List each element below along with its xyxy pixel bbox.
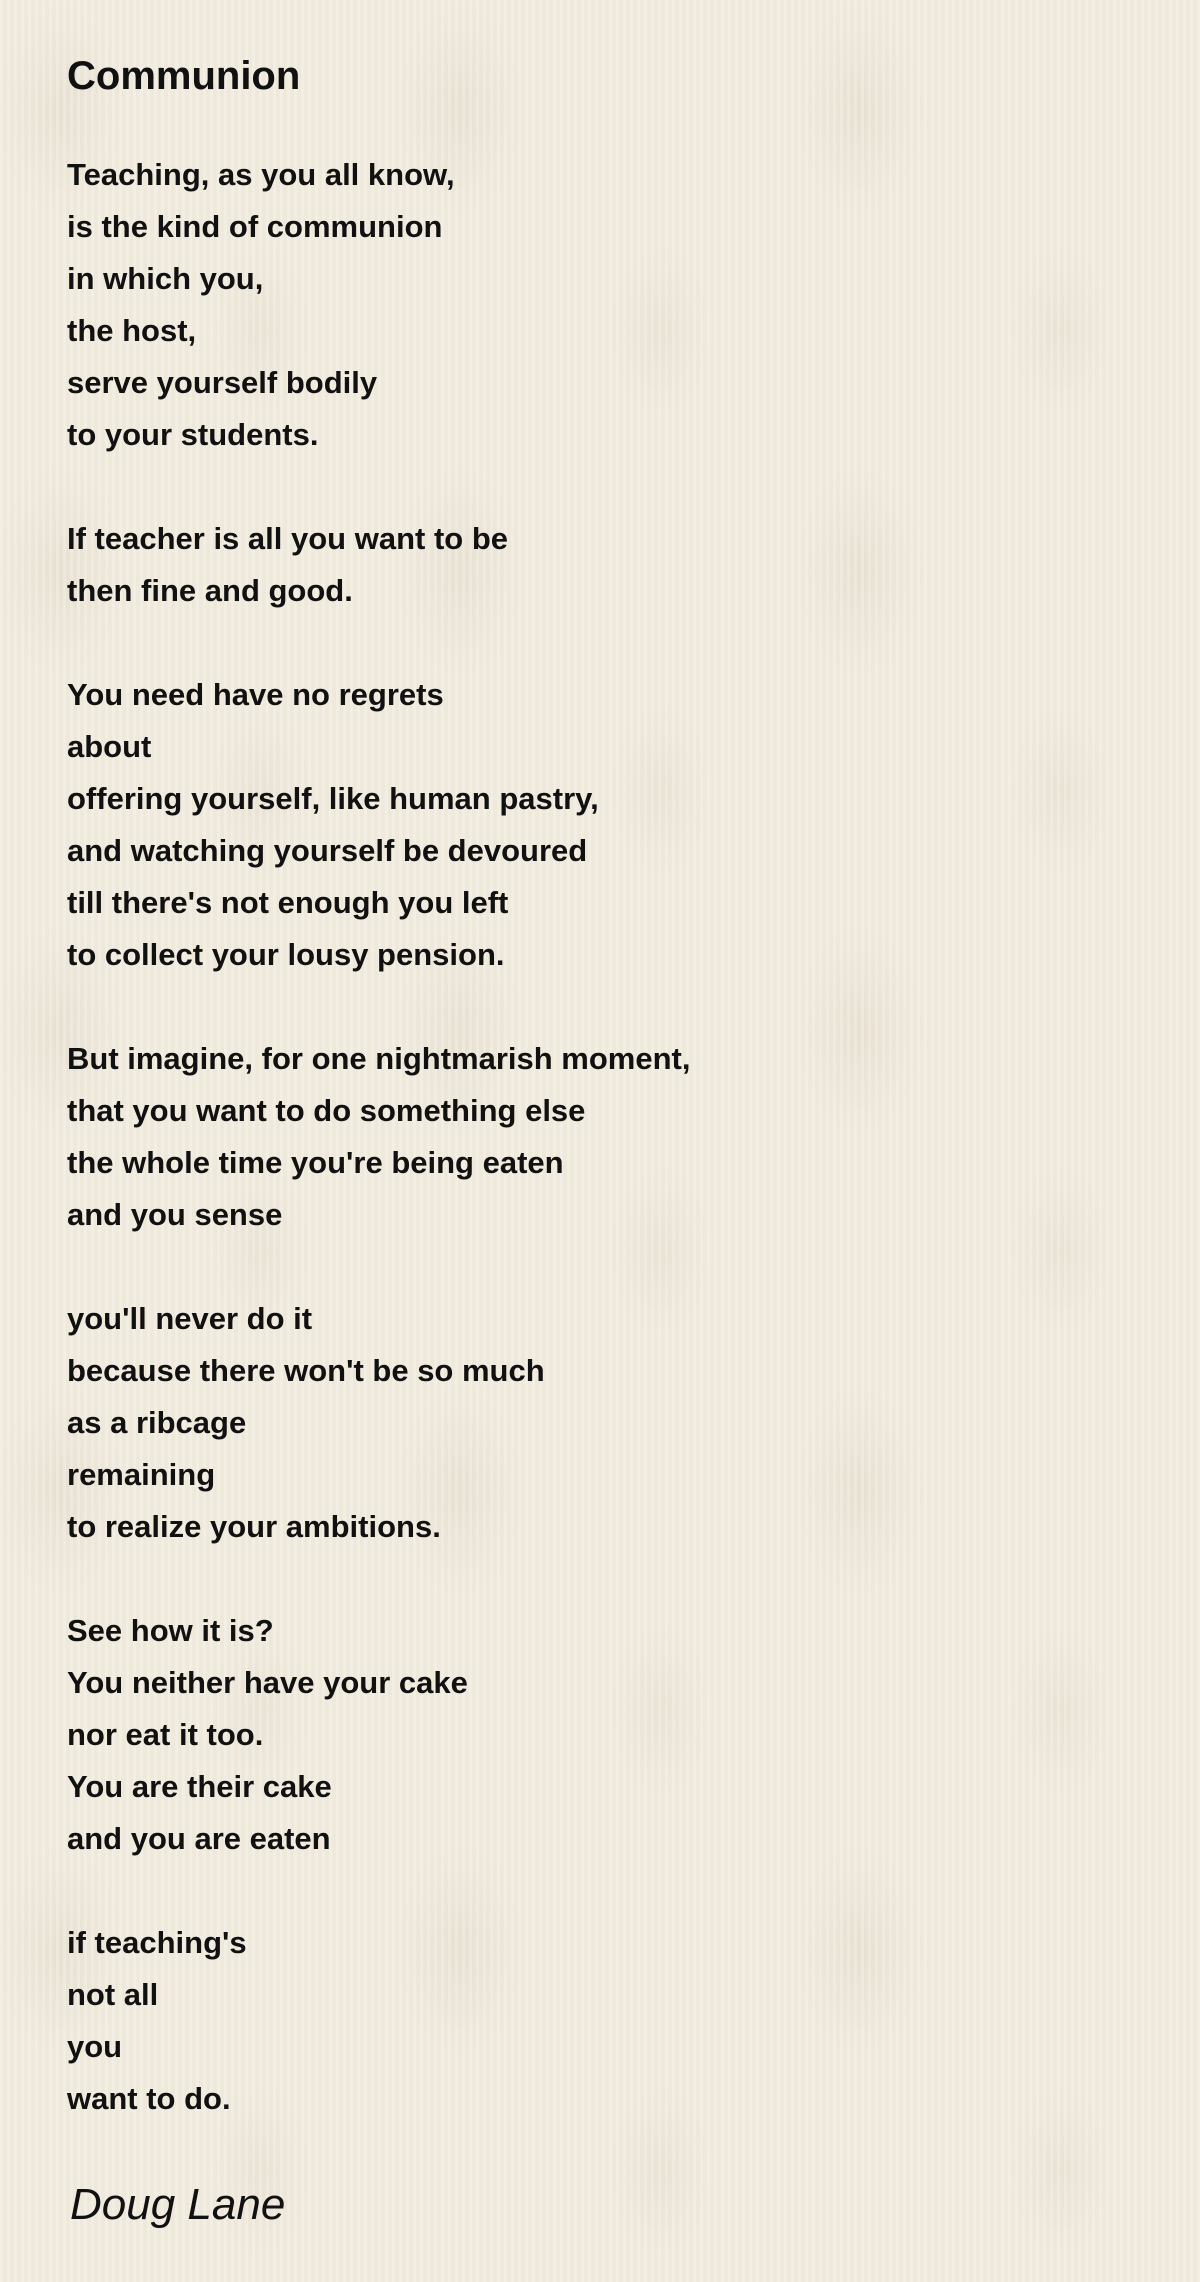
- poem-line: want to do.: [67, 2081, 231, 2116]
- poem-line: you'll never do it: [67, 1301, 313, 1336]
- poem-line: is the kind of communion: [67, 209, 443, 244]
- stanza: [67, 1917, 1127, 2125]
- poem-line: to realize your ambitions.: [67, 1509, 441, 1544]
- stanza: [67, 1605, 1127, 1865]
- poem-line: you: [67, 2029, 123, 2064]
- poem-line: because there won't be so much: [67, 1353, 545, 1388]
- stanza: [67, 669, 1127, 981]
- poem-line: not all: [67, 1977, 159, 2012]
- poem-line: the host,: [67, 313, 197, 348]
- poem-line: and you are eaten: [67, 1821, 331, 1856]
- poem-line: to your students.: [67, 417, 319, 452]
- stanza: [67, 1033, 1127, 1241]
- poem-line: offering yourself, like human pastry,: [67, 781, 599, 816]
- poem-line: about: [67, 729, 152, 764]
- poem-line: and watching yourself be devoured: [67, 833, 588, 868]
- poem-line: See how it is?: [67, 1613, 274, 1648]
- poem-line: Teaching, as you all know,: [67, 157, 455, 192]
- stanza: [67, 1293, 1127, 1553]
- poem-line: as a ribcage: [67, 1405, 247, 1440]
- poem-title: Communion: [67, 54, 301, 98]
- poem-line: in which you,: [67, 261, 264, 296]
- poem-line: remaining: [67, 1457, 216, 1492]
- poem-line: But imagine, for one nightmarish moment,: [67, 1041, 691, 1076]
- stanza: [67, 149, 1127, 461]
- poem-line: that you want to do something else: [67, 1093, 586, 1128]
- poem-line: if teaching's: [67, 1925, 247, 1960]
- poem-line: till there's not enough you left: [67, 885, 509, 920]
- poem-line: If teacher is all you want to be: [67, 521, 508, 556]
- poem-line: nor eat it too.: [67, 1717, 264, 1752]
- poem-line: to collect your lousy pension.: [67, 937, 505, 972]
- poem-line: serve yourself bodily: [67, 365, 378, 400]
- poem-author: Doug Lane: [70, 2180, 286, 2229]
- stanza: [67, 513, 1127, 617]
- poem-line: You neither have your cake: [67, 1665, 468, 1700]
- poem-line: then fine and good.: [67, 573, 353, 608]
- poem-line: You are their cake: [67, 1769, 332, 1804]
- poem-body: [67, 149, 1127, 2125]
- poem-line: the whole time you're being eaten: [67, 1145, 564, 1180]
- poem-line: You need have no regrets: [67, 677, 444, 712]
- poem-line: and you sense: [67, 1197, 283, 1232]
